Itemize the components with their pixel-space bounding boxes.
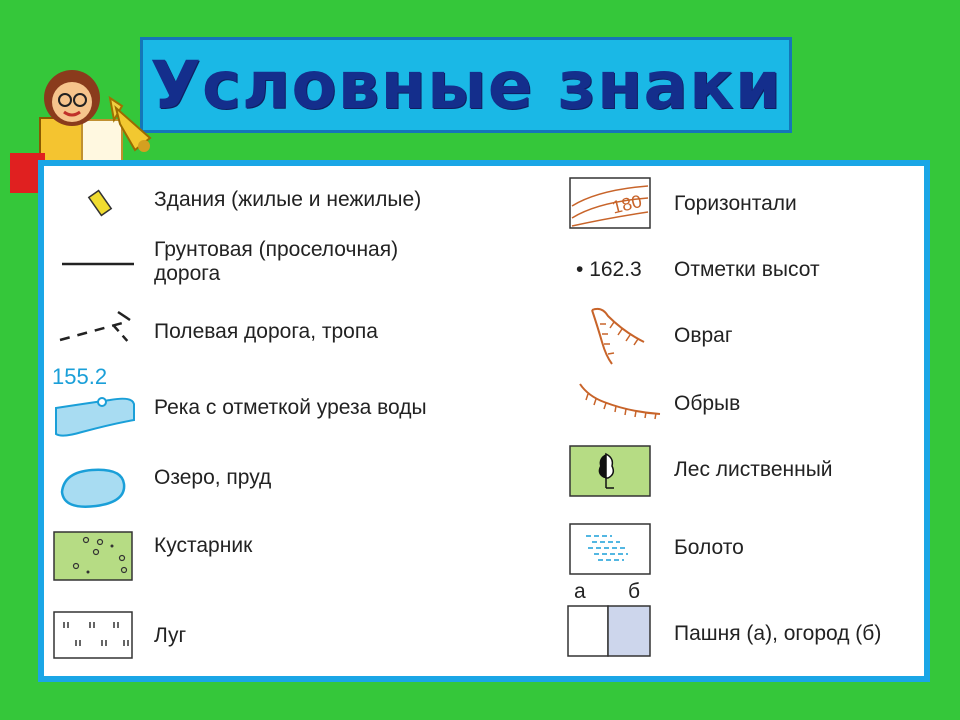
- ravine-icon: [584, 302, 648, 368]
- arable-sub-a: а: [574, 580, 586, 603]
- contour-icon: [568, 176, 652, 230]
- title-banner: [140, 37, 792, 133]
- legend-label-shrubs: Кустарник: [154, 534, 253, 557]
- deciduous-forest-icon: [568, 444, 652, 498]
- legend-label-meadow: Луг: [154, 624, 187, 647]
- river-level-number: 155.2: [52, 364, 108, 389]
- lake-icon: [56, 462, 132, 512]
- building-icon: [82, 184, 122, 224]
- legend-label-arable-garden: Пашня (а), огород (б): [674, 622, 882, 645]
- legend-label-swamp: Болото: [674, 536, 744, 559]
- legend-label-lake: Озеро, пруд: [154, 466, 272, 489]
- legend-label-elevation: Отметки высот: [674, 258, 820, 281]
- legend-panel-inner: [44, 166, 924, 676]
- legend-panel: [38, 160, 930, 682]
- arable-garden-icon: [566, 604, 654, 660]
- cliff-icon: [574, 376, 664, 426]
- meadow-icon: [52, 610, 134, 662]
- garden-sub-b: б: [628, 580, 641, 603]
- contour-number: 180: [609, 190, 644, 218]
- legend-label-river: Река с отметкой уреза воды: [154, 396, 427, 419]
- legend-label-dirt-road: Грунтовая (проселочная) дорога: [154, 238, 399, 285]
- swamp-icon: [568, 522, 652, 576]
- legend-label-ravine: Овраг: [674, 324, 733, 347]
- dirt-road-icon: [58, 254, 138, 274]
- shrub-icon: [52, 530, 134, 584]
- field-road-icon: [56, 310, 136, 356]
- elevation-value: 162.3: [589, 258, 642, 281]
- legend-label-cliff: Обрыв: [674, 392, 741, 415]
- legend-label-buildings: Здания (жилые и нежилые): [154, 188, 422, 211]
- legend-label-forest: Лес лиственный: [674, 458, 833, 481]
- elevation-number: • 162.3: [576, 258, 642, 281]
- river-icon: [52, 386, 136, 446]
- legend-label-field-road: Полевая дорога, тропа: [154, 320, 378, 343]
- legend-label-contours: Горизонтали: [674, 192, 797, 215]
- page-title: Условные знаки: [149, 46, 782, 124]
